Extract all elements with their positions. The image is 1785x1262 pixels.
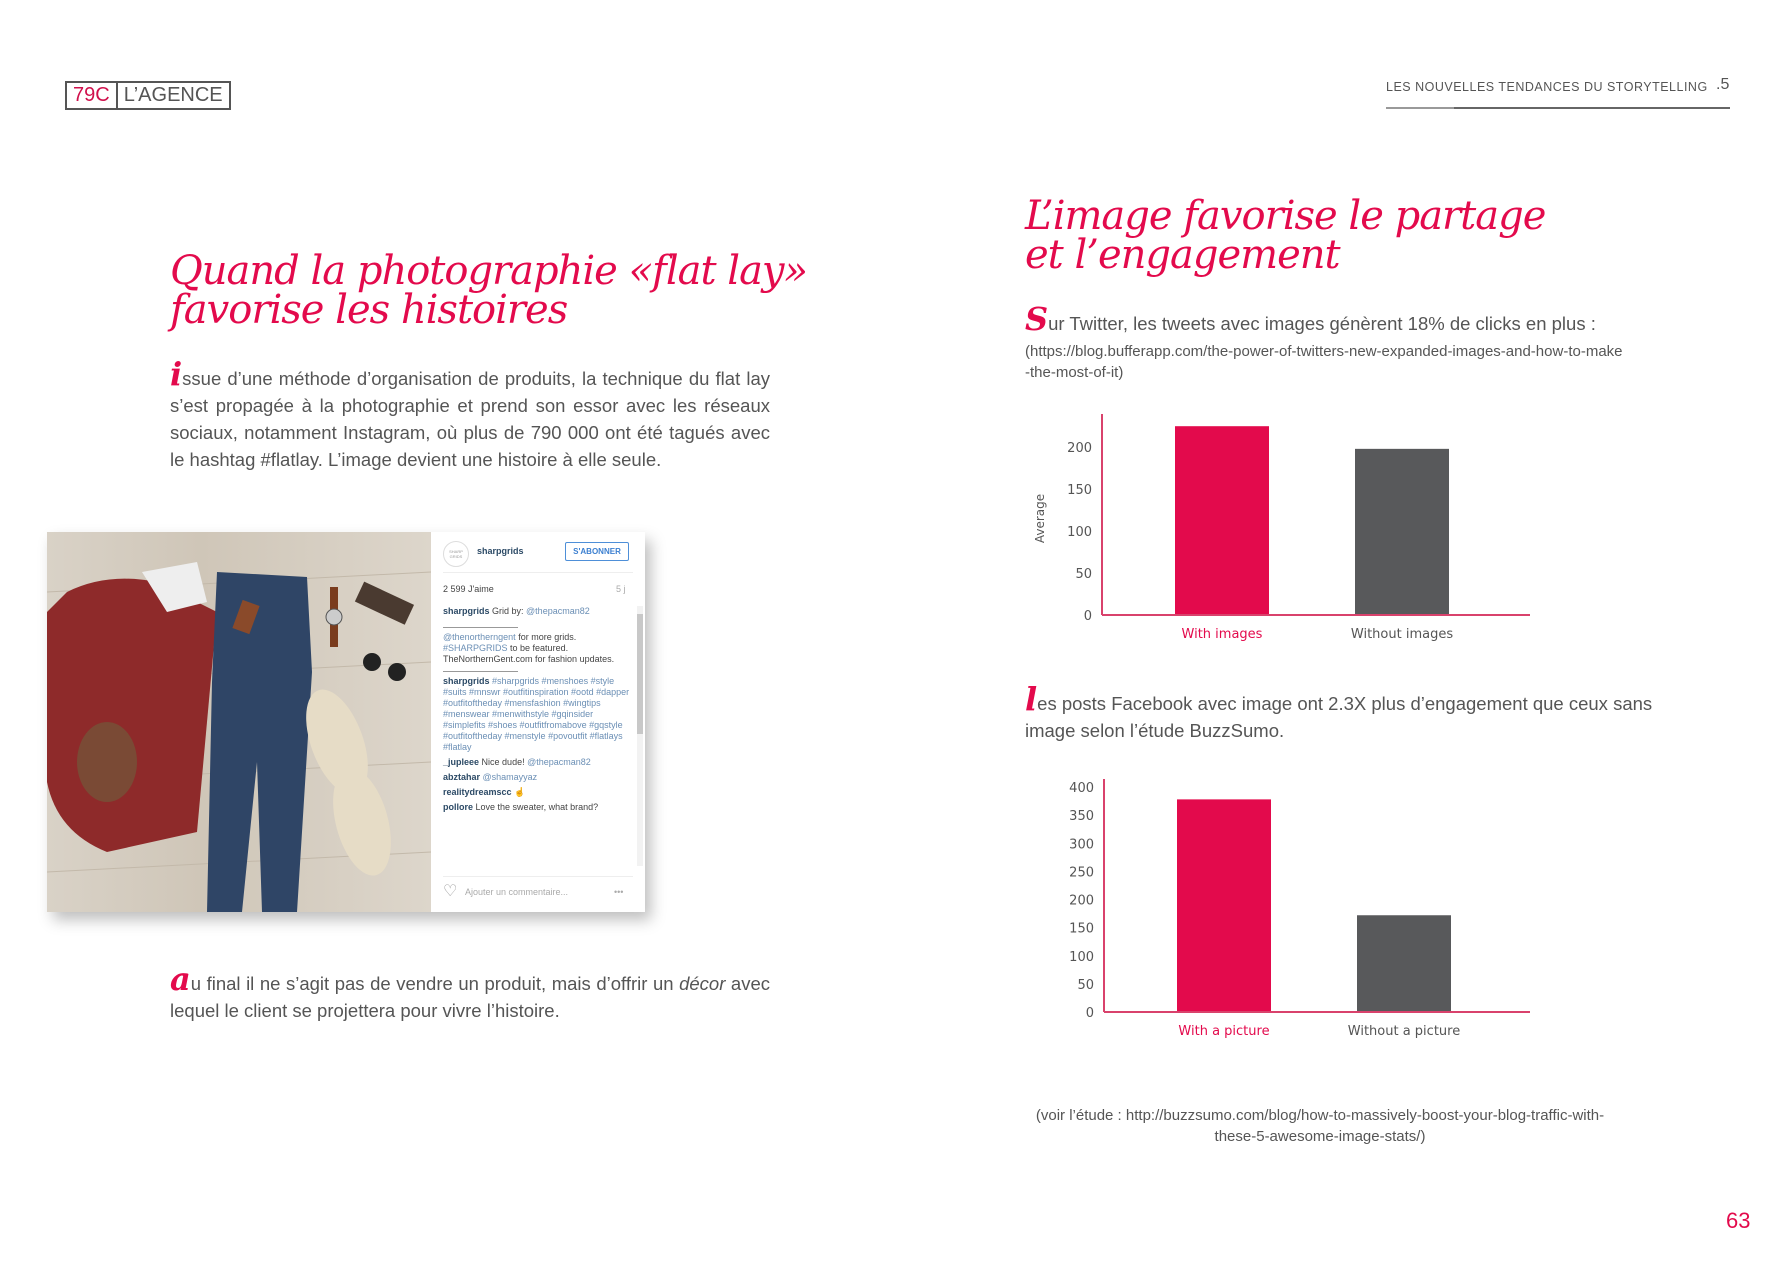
y-tick-label: 300 xyxy=(1069,837,1094,853)
y-tick-label: 0 xyxy=(1085,1006,1094,1021)
divider xyxy=(443,671,518,672)
header-divider xyxy=(1386,107,1730,109)
twitter-block xyxy=(1025,300,1725,383)
bar-without-a-picture xyxy=(1357,915,1451,1012)
paragraph-text: ur Twitter, les tweets avec images génèrent 18% de clicks en plus : xyxy=(1048,313,1596,334)
drop-cap: l xyxy=(1025,680,1038,718)
y-tick-label: 100 xyxy=(1067,525,1092,541)
comment-user[interactable]: sharpgrids xyxy=(443,676,490,686)
account-name[interactable]: sharpgrids xyxy=(477,546,524,556)
twitter-statement xyxy=(1025,300,1725,338)
y-tick-label: 400 xyxy=(1069,781,1094,796)
left-title xyxy=(170,248,807,333)
comment-list[interactable] xyxy=(443,606,633,813)
page-number: 63 xyxy=(1726,1208,1751,1233)
paragraph-text: u final il ne s’agit pas de vendre un produit, mais d’offrir un xyxy=(190,973,680,994)
hashtag[interactable]: #SHARPGRIDS xyxy=(443,643,508,653)
facebook-statement xyxy=(1025,680,1665,744)
comment xyxy=(443,787,633,798)
mention[interactable]: @shamayyaz xyxy=(482,772,538,782)
paragraph-text: es posts Facebook avec image ont 2.3X plus d’engagement que ceux sans image selon l’étude BuzzSumo. xyxy=(1025,693,1653,741)
title-line: et l’engagement xyxy=(1025,232,1340,278)
instagram-screenshot xyxy=(47,532,645,912)
y-tick-label: 350 xyxy=(1069,809,1094,825)
drop-cap: a xyxy=(170,960,191,998)
divider xyxy=(443,876,633,877)
y-tick-label: 250 xyxy=(1069,865,1094,881)
comment-text: Grid by: xyxy=(492,606,527,616)
drop-cap: i xyxy=(170,355,183,393)
y-axis-label: Average xyxy=(1033,493,1047,544)
emphasis-text: décor xyxy=(679,973,726,994)
comment-text: Love the sweater, what brand? xyxy=(475,802,599,812)
note-text: to be featured. TheNorthernGent.com for fashion updates. xyxy=(443,643,615,664)
comment-user[interactable]: sharpgrids xyxy=(443,606,490,616)
comment-user[interactable]: pollore xyxy=(443,802,474,812)
drop-cap: S xyxy=(1025,300,1049,338)
comment-text: ☝ xyxy=(514,787,526,797)
section-number: .5 xyxy=(1716,76,1730,93)
facebook-chart xyxy=(1020,775,1560,1045)
flatlay-illustration xyxy=(47,532,431,912)
x-tick-label: Without images xyxy=(1350,627,1454,642)
comment-input[interactable]: Ajouter un commentaire... xyxy=(465,887,569,897)
x-tick-label: With images xyxy=(1181,627,1263,642)
section-title: LES NOUVELLES TENDANCES DU STORYTELLING xyxy=(1386,80,1708,94)
x-tick-label: With a picture xyxy=(1178,1024,1270,1039)
y-tick-label: 50 xyxy=(1075,567,1092,583)
y-tick-label: 50 xyxy=(1077,977,1094,993)
y-tick-label: 150 xyxy=(1067,483,1092,499)
x-tick-label: Without a picture xyxy=(1347,1024,1461,1039)
title-line: favorise les histoires xyxy=(170,287,568,333)
y-tick-label: 200 xyxy=(1067,441,1092,457)
footnote-link[interactable]: (voir l’étude : http://buzzsumo.com/blog/how-to-massively-boost-your-blog-traffic-with-these-5-awesome-image-stats/) xyxy=(1035,1107,1605,1145)
more-options-icon[interactable]: ••• xyxy=(614,887,624,897)
twitter-chart xyxy=(1020,410,1560,650)
y-tick-label: 0 xyxy=(1083,609,1092,624)
logo-name: L’AGENCE xyxy=(123,84,223,106)
caption xyxy=(443,606,633,617)
logo-number: 79C xyxy=(67,83,118,108)
likes-count: 2 599 J'aime xyxy=(443,584,494,594)
y-tick-label: 200 xyxy=(1069,893,1094,909)
title-line: Quand la photographie «flat lay» xyxy=(170,248,807,294)
y-tick-label: 150 xyxy=(1069,921,1094,937)
bar-with-a-picture xyxy=(1177,799,1271,1012)
comment-user[interactable]: _jupleee xyxy=(443,757,480,767)
bar-without-images xyxy=(1355,449,1449,615)
follow-button[interactable]: S'ABONNER xyxy=(565,542,629,561)
paragraph-text: avec lequel le client se projettera pour vivre l’histoire. xyxy=(170,973,770,1021)
comment xyxy=(443,772,633,783)
divider xyxy=(443,572,633,573)
bar-with-images xyxy=(1175,426,1269,615)
post-age: 5 j xyxy=(616,584,626,594)
title-line: L’image favorise le partage xyxy=(1025,193,1546,239)
comment-user[interactable]: abztahar xyxy=(443,772,481,782)
note-text: for more grids. xyxy=(515,632,577,642)
twitter-source-link[interactable]: (https://blog.bufferapp.com/the-power-of-twitters-new-expanded-images-and-how-to-make-the-most-of-it) xyxy=(1025,343,1623,381)
comment xyxy=(443,757,633,768)
comment-user[interactable]: realitydreamscc xyxy=(443,787,512,797)
agency-logo xyxy=(65,81,231,110)
scrollbar-thumb[interactable] xyxy=(637,614,643,734)
comment-text: Nice dude! xyxy=(481,757,528,767)
paragraph-text: ssue d’une méthode d’organisation de produits, la technique du flat lay s’est propagée à la photographie et prend son essor avec les réseaux sociaux, notamment Instagram, où plus de 790 000 ont été tagués avec le hashtag #flatlay. L’image devient une histoire à elle seule. xyxy=(170,368,770,470)
flatlay-photo xyxy=(47,532,431,912)
conclusion-paragraph xyxy=(170,960,770,1024)
mention[interactable]: @thepacman82 xyxy=(526,606,590,616)
instagram-panel xyxy=(431,532,645,912)
avatar[interactable]: SHARP GRIDS xyxy=(443,541,469,567)
scrollbar[interactable] xyxy=(637,606,643,866)
heart-icon[interactable]: ♡ xyxy=(443,883,458,900)
comments xyxy=(443,757,633,813)
comment xyxy=(443,802,633,813)
divider xyxy=(443,627,518,628)
note xyxy=(443,632,633,665)
hashtags xyxy=(443,676,633,753)
y-tick-label: 100 xyxy=(1069,949,1094,965)
right-title xyxy=(1025,193,1546,278)
mention[interactable]: @thepacman82 xyxy=(527,757,591,767)
intro-paragraph xyxy=(170,355,770,473)
mention[interactable]: @thenortherngent xyxy=(443,632,516,642)
hashtag-list[interactable]: #sharpgrids #menshoes #style #suits #mnswr #outfitinspiration #ootd #dapper #outfitoftheday #mensfashion #wingtips #menswear #menwithstyle #gqinsider #simplefits #shoes #outfitfromabove #gqstyle #outfitoftheday #menstyle #povoutfit #flatlays #flatlay xyxy=(443,676,630,752)
